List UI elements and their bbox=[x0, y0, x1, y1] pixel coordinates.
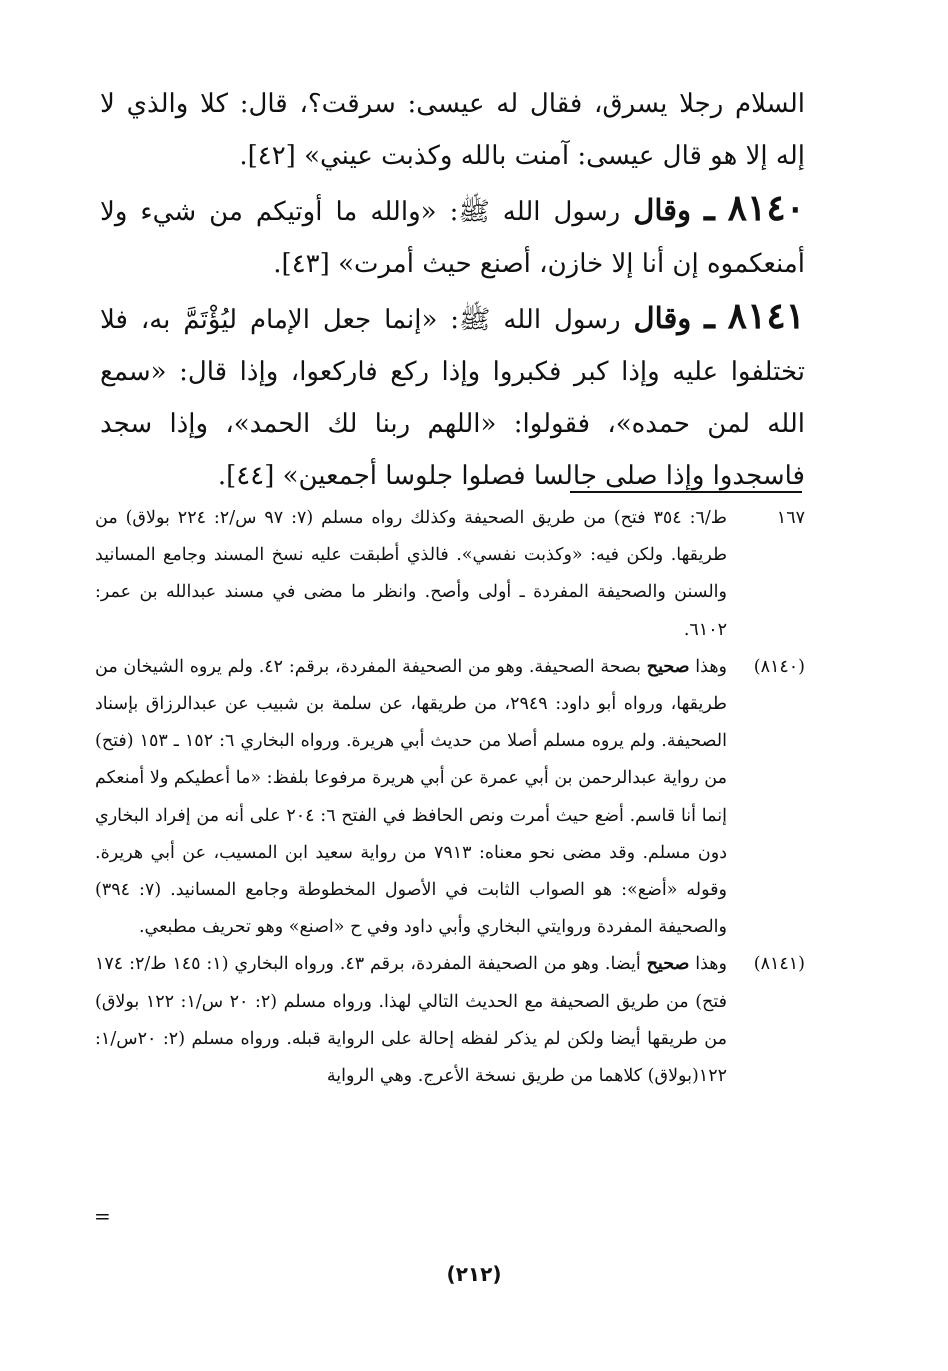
hadith-number: ٨١٤١ bbox=[727, 295, 806, 337]
paragraph-continued bbox=[100, 78, 805, 182]
hadith-keyword: وقال bbox=[633, 193, 692, 227]
footnote-label: (٨١٤٠) bbox=[753, 656, 805, 677]
hadith-dash: ـ bbox=[704, 295, 715, 337]
footnote-167 bbox=[95, 500, 805, 649]
hadith-8140 bbox=[100, 182, 805, 290]
hadith-number: ٨١٤٠ bbox=[727, 187, 806, 229]
main-text bbox=[100, 78, 805, 502]
footnote-text: بصحة الصحيفة. وهو من الصحيفة المفردة، برقم: ٤٢. ولم يروه الشيخان من طريقها، ورواه أبو داود: ٢٩٤٩، من طريقها، عن سلمة بن شبيب عن عبدالرزاق بإسناد الصحيفة. ولم يروه مسلم أصلا من حديث أبي هريرة. ورواه البخاري ٦: ١٥٢ ـ ١٥٣ (فتح) من رواية عبدالرحمن بن أبي عمرة عن أبي هريرة مرفوعا بلفظ: «ما أعطيكم ولا أمنعكم إنما أنا قاسم. أضع حيث أمرت ونص الحافظ في الفتح ٦: ٢٠٤ على أنه من إفراد البخاري دون مسلم. وقد مضى نحو معناه: ٧٩١٣ من رواية سعيد ابن المسيب، عن أبي هريرة. وقوله «أضع»: هو الصواب الثابت في الأصول المخطوطة وجامع المسانيد. (٧: ٣٩٤) والصحيفة المفردة وروايتي البخاري وأبي داود وفي ح «اصنع» وهو تحريف مطبعي. bbox=[95, 656, 727, 938]
hadith-dash: ـ bbox=[704, 187, 715, 229]
hadith-8141 bbox=[100, 290, 805, 502]
page-number: (٢١٢) bbox=[446, 1262, 502, 1286]
paragraph-text: السلام رجلا يسرق، فقال له عيسى: سرقت؟، قال: كلا والذي لا إله إلا هو قال عيسى: آمنت بالله وكذبت عيني» [٤٢]. bbox=[100, 89, 805, 171]
footnote-grade: صحيح bbox=[646, 656, 690, 677]
footnote-8140 bbox=[95, 649, 805, 947]
hadith-text: رسول الله ﷺ: «إنما جعل الإمام ليُؤْتَمَّ به، فلا تختلفوا عليه وإذا كبر فكبروا وإذا ركع فاركعوا، وإذا قال: «سمع الله لمن حمده»، فقولوا: «اللهم ربنا لك الحمد»، وإذا سجد فاسجدوا وإذا صلى جالسا فصلوا جلوسا أجمعين» [٤٤]. bbox=[100, 305, 805, 491]
footnote-lead: وهذا bbox=[695, 954, 727, 975]
footnote-grade: صحيح bbox=[646, 954, 690, 975]
hadith-keyword: وقال bbox=[633, 301, 692, 335]
footnote-label: (٨١٤١) bbox=[753, 954, 805, 975]
footnote-separator bbox=[570, 491, 802, 493]
footnote-label: ١٦٧ bbox=[776, 508, 805, 528]
footnote-lead: وهذا bbox=[695, 656, 727, 677]
footnote-8141 bbox=[95, 946, 805, 1095]
footnote-text: أيضا. وهو من الصحيفة المفردة، برقم ٤٣. ورواه البخاري (١: ١٤٥ ط/٢: ١٧٤ فتح) من طريق الصحيفة مع الحديث التالي لهذا. ورواه مسلم (٢: ٢٠ س/١: ١٢٢ بولاق) من طريقها أيضا ولكن لم يذكر لفظه إحالة على الرواية قبله. ورواه مسلم (٢: ٢٠س/١: ١٢٢(بولاق) كلاهما من طريق نسخة الأعرج. وهي الرواية bbox=[95, 954, 728, 1087]
continuation-mark: = bbox=[94, 1204, 111, 1228]
footnote-text: ط/٦: ٣٥٤ فتح) من طريق الصحيفة وكذلك رواه مسلم (٧: ٩٧ س/٢: ٢٢٤ بولاق) من طريقها. ولكن فيه: «وكذبت نفسي». فالذي أطبقت عليه نسخ المسند وجامع المسانيد والسنن والصحيفة المفردة ـ أولى وأصح. وانظر ما مضى في مسند عبدالله بن عمر: ٦١٠٢. bbox=[95, 508, 727, 640]
hadith-text: رسول الله ﷺ: «والله ما أوتيكم من شيء ولا أمنعكموه إن أنا إلا خازن، أصنع حيث أمرت» [٤٣]. bbox=[100, 197, 805, 279]
footnotes bbox=[95, 500, 805, 1095]
